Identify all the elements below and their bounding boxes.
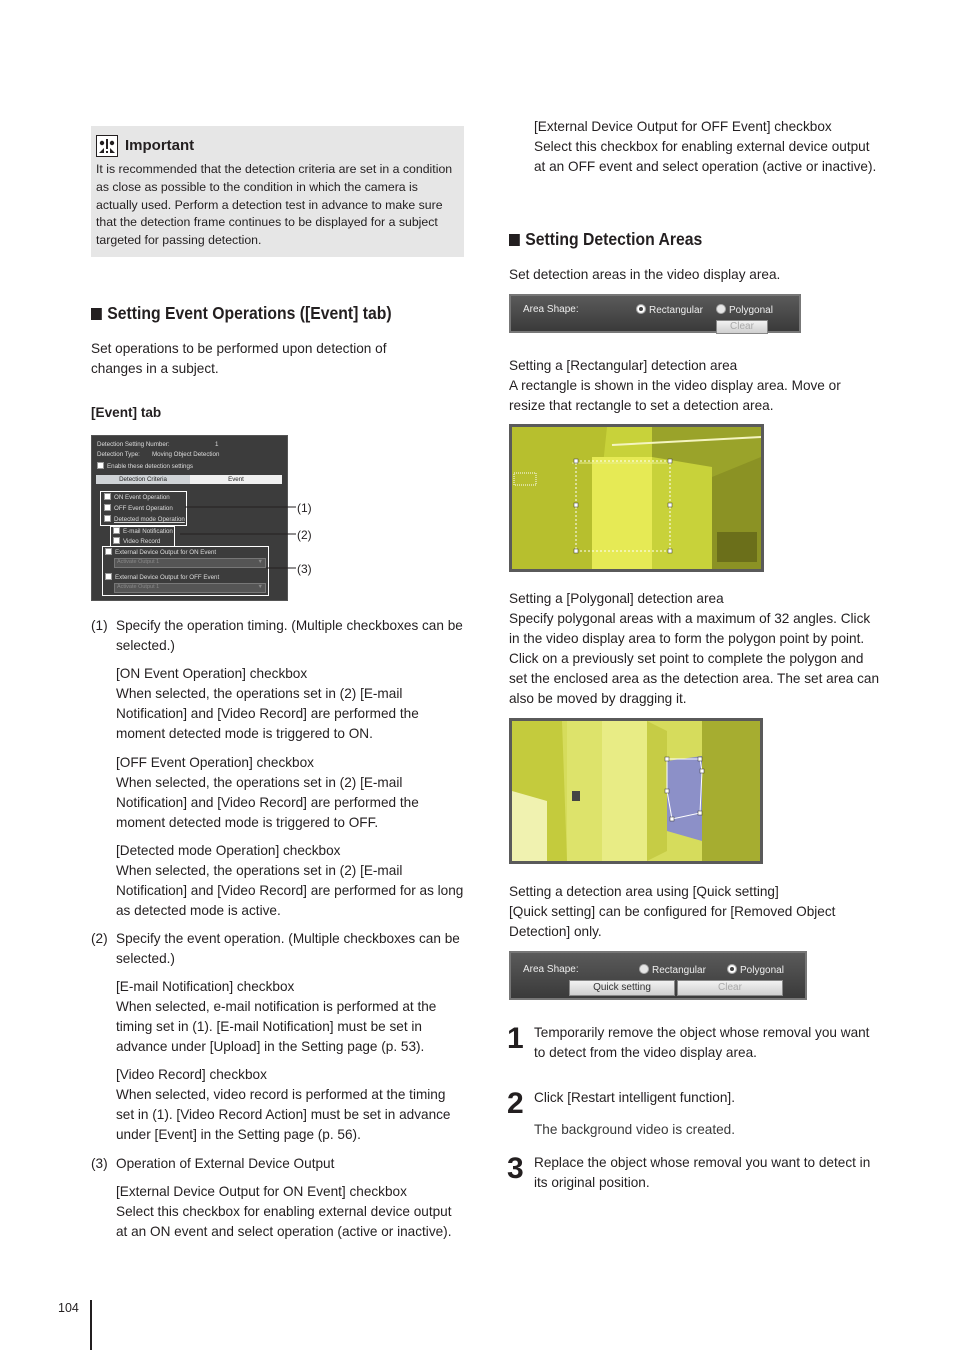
step-1-text: Temporarily remove the object whose removal you want to detect from the video display area. bbox=[534, 1025, 870, 1060]
item-3-number: (3) bbox=[91, 1156, 108, 1171]
step-2-number: 2 bbox=[507, 1087, 524, 1120]
ext-on-checkbox[interactable]: External Device Output for ON Event bbox=[105, 548, 216, 556]
clear-button[interactable]: Clear bbox=[716, 320, 768, 334]
chevron-down-icon: ▼ bbox=[257, 584, 263, 590]
setting-number-value: 1 bbox=[215, 441, 219, 448]
heading-square-icon bbox=[509, 234, 520, 246]
page-number-rule bbox=[90, 1300, 92, 1350]
poly-title: Setting a [Polygonal] detection area bbox=[509, 591, 724, 606]
radio-icon bbox=[639, 964, 649, 974]
video-record-checkbox[interactable]: Video Record bbox=[113, 537, 160, 545]
chevron-down-icon: ▼ bbox=[257, 559, 263, 565]
callout-leader-lines bbox=[180, 495, 300, 575]
areas-section-intro: Set detection areas in the video display area. bbox=[509, 267, 781, 282]
area-shape-label: Area Shape: bbox=[523, 964, 579, 975]
polygonal-radio[interactable]: Polygonal bbox=[727, 964, 784, 976]
radio-selected-icon bbox=[636, 304, 646, 314]
ext-off-text: Select this checkbox for enabling external device output at an OFF event and select operation (active or inactive). bbox=[534, 139, 877, 174]
step-3-number: 3 bbox=[507, 1152, 524, 1185]
rectangular-video-image bbox=[512, 427, 761, 569]
poly-text: Specify polygonal areas with a maximum of 32 angles. Click in the video display area to form the polygon point by point. Click on a previously set point to complete the polygon and set the enclosed area as the detection area. The set area can also be moved by dragging it. bbox=[509, 611, 880, 706]
step-1-number: 1 bbox=[507, 1022, 524, 1055]
polygonal-video-display[interactable] bbox=[509, 718, 763, 864]
tab-event[interactable]: Event bbox=[190, 475, 282, 484]
event-section-heading: Setting Event Operations ([Event] tab) bbox=[91, 303, 392, 324]
rect-title: Setting a [Rectangular] detection area bbox=[509, 358, 738, 373]
step-2-text: Click [Restart intelligent function]. bbox=[534, 1090, 735, 1105]
item-1-number: (1) bbox=[91, 618, 108, 633]
area-shape-label: Area Shape: bbox=[523, 304, 579, 315]
detection-type-label: Detection Type: bbox=[97, 451, 140, 458]
event-tab-label: [Event] tab bbox=[91, 405, 162, 420]
area-shape-bar-1 bbox=[509, 294, 801, 333]
video-text: When selected, video record is performed at the timing set in (1). [Video Record Action] must be set in advance under [Event] in the Setting page (p. 56). bbox=[116, 1087, 451, 1142]
radio-icon bbox=[716, 304, 726, 314]
item-2-number: (2) bbox=[91, 931, 108, 946]
email-checkbox[interactable]: E-mail Notification bbox=[113, 527, 173, 535]
off-event-checkbox[interactable]: OFF Event Operation bbox=[104, 504, 173, 512]
detected-mode-title: [Detected mode Operation] checkbox bbox=[116, 843, 341, 858]
clear-button[interactable]: Clear bbox=[677, 980, 783, 996]
step-3-text: Replace the object whose removal you want to detect in its original position. bbox=[534, 1155, 871, 1190]
rectangular-radio[interactable]: Rectangular bbox=[639, 964, 706, 976]
quick-text: [Quick setting] can be configured for [Removed Object Detection] only. bbox=[509, 904, 836, 939]
polygonal-radio[interactable]: Polygonal bbox=[716, 304, 773, 316]
callout-label-3: (3) bbox=[297, 562, 312, 576]
ext-on-text: Select this checkbox for enabling external device output at an ON event and select operation (active or inactive). bbox=[116, 1204, 452, 1239]
email-title: [E-mail Notification] checkbox bbox=[116, 979, 295, 994]
detected-mode-text: When selected, the operations set in (2) [E-mail Notification] and [Video Record] are performed for as long as detected mode is active. bbox=[116, 863, 464, 918]
important-icon bbox=[96, 135, 118, 157]
important-text: It is recommended that the detection criteria are set in a condition as close as possible to the condition in which the camera is actually used. Perform a detection test in advance to make sure that the detection frame continues to be displayed for a subject targeted for passing detection. bbox=[96, 162, 453, 248]
quick-setting-button[interactable]: Quick setting bbox=[569, 980, 675, 996]
step-2-note: The background video is created. bbox=[534, 1122, 736, 1137]
event-section-intro: Set operations to be performed upon detection of changes in a subject. bbox=[91, 341, 387, 376]
detected-mode-checkbox[interactable]: Detected mode Operation bbox=[104, 515, 185, 523]
enable-checkbox-icon bbox=[97, 462, 104, 469]
polygonal-video-image bbox=[512, 721, 760, 861]
video-title: [Video Record] checkbox bbox=[116, 1067, 267, 1082]
item-3-text: Operation of External Device Output bbox=[116, 1156, 335, 1171]
item-1-text: Specify the operation timing. (Multiple checkboxes can be selected.) bbox=[116, 618, 463, 653]
email-text: When selected, e-mail notification is performed at the timing set in (1). [E-mail Notification] must be set in advance under [Upload] in the Setting page (p. 53). bbox=[116, 999, 437, 1054]
off-event-text: When selected, the operations set in (2) [E-mail Notification] and [Video Record] are performed the moment detected mode is triggered to OFF. bbox=[116, 775, 419, 830]
ext-off-select[interactable]: Activate Output 1 ▼ bbox=[114, 583, 266, 593]
tab-detection-criteria[interactable]: Detection Criteria bbox=[96, 475, 190, 484]
on-event-checkbox[interactable]: ON Event Operation bbox=[104, 493, 170, 501]
important-title: Important bbox=[125, 137, 195, 154]
on-event-text: When selected, the operations set in (2) [E-mail Notification] and [Video Record] are performed the moment detected mode is triggered to ON. bbox=[116, 686, 419, 741]
callout-label-2: (2) bbox=[297, 528, 312, 542]
rect-text: A rectangle is shown in the video display area. Move or resize that rectangle to set a detection area. bbox=[509, 378, 841, 413]
ext-on-title: [External Device Output for ON Event] checkbox bbox=[116, 1184, 407, 1199]
rectangular-radio[interactable]: Rectangular bbox=[636, 304, 703, 316]
off-event-title: [OFF Event Operation] checkbox bbox=[116, 755, 314, 770]
quick-title: Setting a detection area using [Quick setting] bbox=[509, 884, 779, 899]
detection-type-value: Moving Object Detection bbox=[152, 451, 220, 458]
areas-section-heading: Setting Detection Areas bbox=[509, 229, 702, 250]
item-2-text: Specify the event operation. (Multiple checkboxes can be selected.) bbox=[116, 931, 460, 966]
setting-number-label: Detection Setting Number: bbox=[97, 441, 170, 448]
heading-square-icon bbox=[91, 308, 102, 320]
rectangular-video-display[interactable] bbox=[509, 424, 764, 572]
ext-off-title: [External Device Output for OFF Event] checkbox bbox=[534, 119, 832, 134]
ext-on-select[interactable]: Activate Output 1 ▼ bbox=[114, 558, 266, 568]
ext-off-checkbox[interactable]: External Device Output for OFF Event bbox=[105, 573, 219, 581]
on-event-title: [ON Event Operation] checkbox bbox=[116, 666, 308, 681]
area-shape-bar-2 bbox=[509, 951, 807, 1000]
page-number: 104 bbox=[58, 1301, 79, 1315]
callout-label-1: (1) bbox=[297, 501, 312, 515]
important-box bbox=[91, 126, 464, 257]
enable-checkbox[interactable]: Enable these detection settings bbox=[97, 462, 193, 470]
radio-selected-icon bbox=[727, 964, 737, 974]
